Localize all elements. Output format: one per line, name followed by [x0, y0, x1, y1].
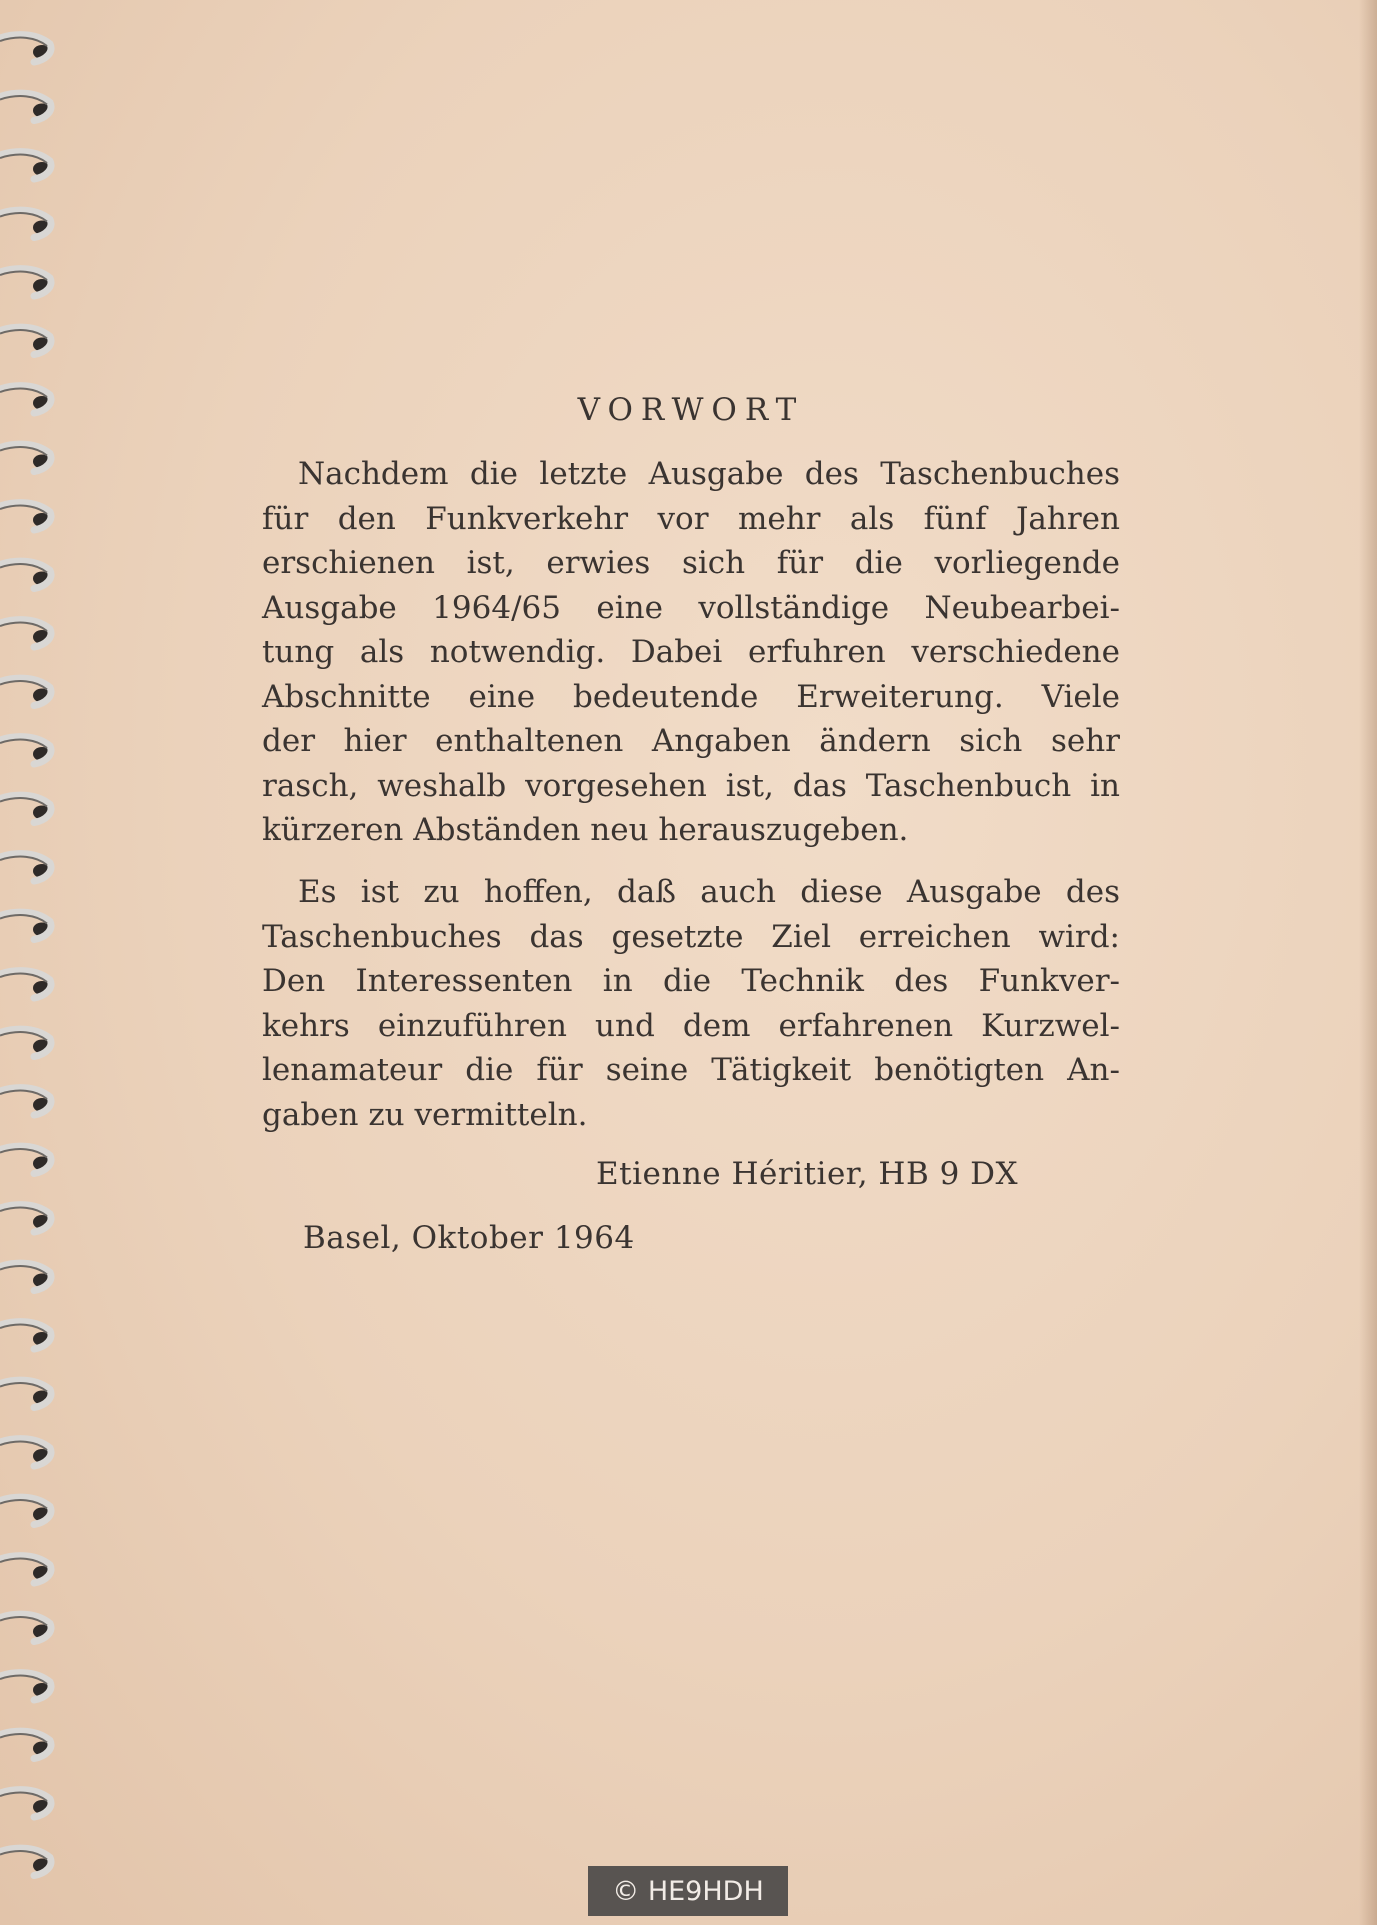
- spiral-coil: [0, 1380, 51, 1407]
- paragraph-1-line: für den Funkverkehr vor mehr als fünf Jahren: [262, 500, 1120, 537]
- spiral-coil: [0, 1029, 51, 1056]
- spiral-binding: [0, 20, 70, 1900]
- paragraph-2-line: gaben zu vermitteln.: [262, 1096, 588, 1133]
- paragraph-2-line: Es ist zu hoffen, daß auch diese Ausgabe des: [298, 874, 1120, 910]
- spiral-coil: [0, 737, 51, 764]
- spiral-coil: [0, 1205, 51, 1232]
- paragraph-1-line: Nachdem die letzte Ausgabe des Taschenbuches: [298, 456, 1120, 492]
- spiral-coil: [0, 1731, 51, 1758]
- spiral-coil: [0, 210, 51, 237]
- paragraph-2-line: Den Interessenten in die Technik des Funkver-: [262, 963, 1120, 999]
- paragraph-2-line: Taschenbuches das gesetzte Ziel erreichen wird:: [262, 918, 1120, 955]
- spiral-coil: [0, 269, 51, 296]
- page-title: VORWORT: [577, 392, 805, 428]
- spiral-coil: [0, 1263, 51, 1290]
- spiral-coil: [0, 35, 51, 62]
- paragraph-1-line: erschienen ist, erwies sich für die vorliegende: [262, 545, 1120, 581]
- paragraph-1-line: Abschnitte eine bedeutende Erweiterung. Viele: [262, 678, 1120, 715]
- paragraph-1: [262, 452, 1120, 853]
- copyright-watermark: © HE9HDH: [588, 1866, 788, 1916]
- paragraph-2: [262, 870, 1120, 1137]
- spiral-coil: [0, 1322, 51, 1349]
- spiral-coil: [0, 152, 51, 179]
- spiral-coil: [0, 854, 51, 881]
- spiral-coil: [0, 1848, 51, 1875]
- place-date: Basel, Oktober 1964: [303, 1220, 635, 1256]
- paragraph-2-line: lenamateur die für seine Tätigkeit benötigten An-: [262, 1052, 1120, 1088]
- spiral-coil: [0, 1790, 51, 1817]
- spiral-coil: [0, 503, 51, 530]
- spiral-coil: [0, 444, 51, 471]
- spiral-coil: [0, 795, 51, 822]
- spiral-coil: [0, 1088, 51, 1115]
- spiral-coil: [0, 93, 51, 120]
- spiral-coil: [0, 1614, 51, 1641]
- spiral-coil: [0, 912, 51, 939]
- spiral-coil: [0, 678, 51, 705]
- spiral-coil: [0, 1497, 51, 1524]
- paragraph-1-line: tung als notwendig. Dabei erfuhren verschiedene: [262, 634, 1120, 670]
- paragraph-1-line: rasch, weshalb vorgesehen ist, das Taschenbuch in: [262, 767, 1120, 804]
- paragraph-1-line: Ausgabe 1964/65 eine vollständige Neubearbei-: [262, 589, 1120, 626]
- spiral-coil: [0, 1146, 51, 1173]
- spiral-coil: [0, 620, 51, 647]
- spiral-coil: [0, 561, 51, 588]
- paragraph-2-line: kehrs einzuführen und dem erfahrenen Kurzwel-: [262, 1007, 1120, 1044]
- spiral-coil: [0, 1556, 51, 1583]
- spiral-coil: [0, 971, 51, 998]
- spiral-coil: [0, 1439, 51, 1466]
- spiral-coil: [0, 327, 51, 354]
- signature: Etienne Héritier, HB 9 DX: [596, 1156, 1019, 1192]
- spiral-coil: [0, 386, 51, 413]
- spiral-coil: [0, 1673, 51, 1700]
- paragraph-1-line: der hier enthaltenen Angaben ändern sich sehr: [262, 723, 1120, 759]
- paragraph-1-line: kürzeren Abständen neu herauszugeben.: [262, 812, 909, 848]
